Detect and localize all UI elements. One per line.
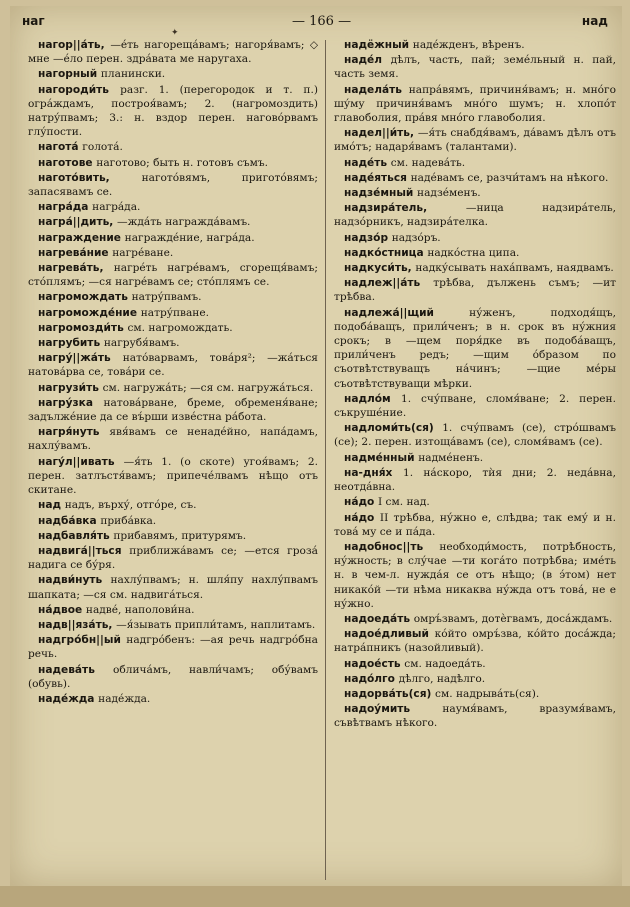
entry-headword: надёжный bbox=[344, 39, 413, 51]
entry-definition: —е́ть нагореща́вамъ; нагоря́вамъ; ◇ мне —е́ло перен. здра́вата ме наругаха. bbox=[28, 39, 318, 66]
entry-definition: —я́зывать припли́тамъ, наплитамъ. bbox=[116, 618, 316, 631]
entry-headword: нагромозди́ть bbox=[38, 321, 128, 334]
dictionary-entry bbox=[334, 38, 616, 52]
dictionary-entry bbox=[334, 657, 616, 671]
dictionary-entry bbox=[28, 514, 318, 528]
entry-definition: надгро́бенъ: —ая речь надгро́бна речь. bbox=[28, 634, 318, 661]
dictionary-entry bbox=[28, 246, 318, 260]
entry-definition: нато́варвамъ, това́ря²; —жа́ться натова́рва се, това́ри се. bbox=[28, 352, 318, 379]
right-column bbox=[334, 38, 616, 732]
entry-definition: ну́женъ, подходя́щъ, подоба́ващъ, прили́ченъ; в н. срок въ ну́жния срокъ; в —щем поря́дке въ подоба́ващъ, прили́ченъ редъ; —щим о́бразом по съотвѣтствуващъ на́чинъ; —щие ме́ры съотвѣтствуващи мѣрки. bbox=[334, 306, 616, 390]
entry-definition: наде́жденъ, вѣренъ. bbox=[412, 39, 525, 51]
entry-definition: награ́да. bbox=[92, 201, 141, 214]
entry-headword: на́двое bbox=[38, 603, 86, 616]
entry-definition: II трѣбва, ну́жно е, слѣдва; так ему́ и н. това́ му се и па́да. bbox=[334, 511, 616, 538]
entry-definition: см. надева́ть. bbox=[390, 156, 466, 169]
entry-headword: нагру́||жа́ть bbox=[38, 352, 123, 365]
dictionary-entry bbox=[28, 67, 318, 81]
dictionary-entry bbox=[28, 663, 318, 691]
dictionary-entry bbox=[334, 466, 616, 494]
entry-definition: нагре́ть нагре́вамъ, сгорещя́вамъ; сто́плямъ; —ся нагре́вамъ се; сто́плямъ се. bbox=[28, 262, 318, 289]
entry-headword: нагрубить bbox=[38, 337, 104, 350]
entry-definition: см. надрыва́ть(ся). bbox=[435, 687, 540, 700]
entry-definition: напра́вямъ, причиня́вамъ; н. мно́го шу́му причиня́вамъ мно́го шумъ; н. хлопо́т главоболия, пра́вя мно́го главоболия. bbox=[334, 83, 616, 125]
page-number: — 166 — bbox=[292, 14, 352, 29]
entry-headword: нагря́нуть bbox=[38, 426, 110, 439]
entry-headword: надо́лго bbox=[344, 672, 399, 685]
dictionary-entry bbox=[28, 396, 318, 424]
entry-headword: надгро́бн||ый bbox=[38, 634, 127, 647]
dictionary-entry bbox=[334, 451, 616, 465]
entry-headword: надкуси́ть, bbox=[344, 262, 416, 275]
entry-definition: надку́сывать наха́пвамъ, наядвамъ. bbox=[415, 262, 614, 275]
dictionary-entry bbox=[28, 529, 318, 543]
entry-definition: I см. над. bbox=[378, 496, 430, 509]
dictionary-entry bbox=[28, 573, 318, 601]
entry-definition: нагре́ване. bbox=[112, 246, 174, 259]
dictionary-entry bbox=[28, 200, 318, 214]
dictionary-entry bbox=[28, 38, 318, 66]
dictionary-entry bbox=[28, 692, 318, 706]
entry-definition: надзо́ръ. bbox=[391, 231, 441, 244]
dictionary-entry bbox=[334, 156, 616, 170]
entry-headword: нагрева́ть, bbox=[38, 262, 114, 275]
dictionary-entry bbox=[28, 425, 318, 453]
entry-definition: 1. на́скоро, тѝя дни; 2. неда́вна, неотда́вна. bbox=[334, 466, 616, 494]
ink-mark-icon: ✦ bbox=[171, 28, 179, 38]
entry-headword: наде́яться bbox=[344, 171, 411, 184]
entry-definition: дѣлго, надѣлго. bbox=[398, 672, 486, 685]
entry-definition: необходи́мость, потрѣбность, ну́жность; в слу́чае —ти кога́то потрѣбва; име́ть н. в чем-л. нужда́я се отъ нѣщо; (в э́том) нет никако́й —ти нѣма никаква ну́жда отъ това́, не е ну́жно. bbox=[334, 540, 616, 610]
dictionary-entry bbox=[334, 687, 616, 701]
entry-headword: надела́ть bbox=[344, 83, 409, 96]
entry-headword: надое́дливый bbox=[344, 628, 435, 641]
dictionary-entry bbox=[28, 603, 318, 617]
dictionary-entry bbox=[334, 231, 616, 245]
entry-headword: надко́стница bbox=[344, 246, 428, 259]
page-edge bbox=[0, 886, 630, 907]
entry-definition: облича́мъ, навли́чамъ; обу́вамъ (обувь). bbox=[28, 663, 319, 690]
header-right-guide-word: над bbox=[581, 14, 608, 28]
entry-definition: омръ́звамъ, дотѐгвамъ, доса́ждамъ. bbox=[413, 612, 613, 625]
dictionary-entry bbox=[334, 627, 616, 655]
entry-headword: нагрузи́ть bbox=[38, 381, 103, 394]
entry-definition: наумя́вамъ, вразумя́вамъ, съвѣтвамъ нѣкого. bbox=[334, 703, 616, 730]
entry-definition: натру́пвамъ. bbox=[131, 291, 202, 304]
entry-headword: надоеда́ть bbox=[344, 612, 414, 625]
entry-headword: награ́||дить, bbox=[38, 216, 118, 229]
entry-headword: надзира́тель, bbox=[344, 202, 466, 215]
entry-definition: 1. счу́пване, сломя́ване; 2. перен. съкруше́ние. bbox=[334, 392, 616, 420]
entry-definition: наде́жда. bbox=[98, 692, 151, 705]
dictionary-entry bbox=[334, 421, 616, 449]
entry-definition: трѣбва, дължень съмъ; —ит трѣбва. bbox=[334, 277, 616, 304]
dictionary-entry bbox=[334, 702, 616, 730]
entry-headword: надломи́ть(ся) bbox=[344, 422, 443, 435]
dictionary-entry bbox=[28, 306, 318, 320]
dictionary-entry bbox=[334, 201, 616, 229]
dictionary-entry bbox=[334, 276, 616, 304]
dictionary-entry bbox=[28, 231, 318, 245]
entry-definition: нахлу́пвамъ; н. шля́пу нахлу́пвамъ шапката; —ся см. надвига́ться. bbox=[28, 574, 318, 601]
entry-definition: награжде́ние, награ́да. bbox=[124, 231, 255, 244]
dictionary-entry bbox=[334, 612, 616, 626]
entry-definition: надме́ненъ. bbox=[418, 451, 484, 464]
dictionary-entry bbox=[334, 672, 616, 686]
dictionary-entry bbox=[28, 544, 318, 572]
entry-headword: нагорный bbox=[38, 68, 101, 81]
dictionary-entry bbox=[28, 290, 318, 304]
dictionary-entry bbox=[28, 618, 318, 632]
left-column bbox=[28, 38, 318, 707]
entry-definition: см. нагромождать. bbox=[127, 321, 233, 334]
entry-headword: надзе́мный bbox=[344, 187, 418, 200]
dictionary-entry bbox=[28, 83, 318, 140]
entry-headword: надел||и́ть, bbox=[344, 127, 418, 140]
entry-headword: надева́ть bbox=[38, 663, 113, 676]
dictionary-entry bbox=[334, 261, 616, 275]
column-divider bbox=[325, 40, 326, 880]
dictionary-entry bbox=[28, 336, 318, 350]
entry-definition: наде́вамъ се, разчи́тамъ на нѣкого. bbox=[410, 171, 609, 184]
entry-headword: нагор||а́ть, bbox=[38, 39, 111, 51]
entry-definition: надве́, наполови́на. bbox=[85, 603, 195, 616]
entry-definition: ко́йто омръ́зва, ко́йто доса́жда; натра́пникъ (назойливый). bbox=[334, 628, 616, 655]
entry-headword: нагороди́ть bbox=[38, 83, 121, 96]
dictionary-entry bbox=[334, 495, 616, 509]
entry-definition: приближа́вамъ се; —ется гроза́ надига се бу́ря. bbox=[28, 544, 318, 572]
entry-definition: —я́ть снабдя́вамъ, да́вамъ дѣлъ отъ имо́тъ; надаря́вамъ (талантами). bbox=[334, 127, 616, 154]
entry-definition: см. надоеда́ть. bbox=[404, 657, 486, 670]
entry-definition: разг. 1. (перегородок и т. п.) огра́ждамъ, построя́вамъ; 2. (нагромоздить) натру́пвамъ; 3.: н. вздор перен. нагово́рвамъ глу́пости. bbox=[28, 83, 318, 139]
entry-headword: нагромождать bbox=[38, 291, 132, 304]
dictionary-entry bbox=[28, 261, 318, 289]
entry-headword: нагото́вить, bbox=[38, 171, 142, 184]
dictionary-entry bbox=[28, 156, 318, 170]
entry-definition: приба́вка. bbox=[100, 514, 157, 527]
entry-headword: нагрева́ние bbox=[38, 246, 113, 259]
dictionary-entry bbox=[334, 171, 616, 185]
entry-headword: надлеж||а́ть bbox=[344, 277, 434, 290]
entry-definition: 1. счу́пвамъ (се), стро́швамъ (се); 2. перен. изтоща́вамъ (се), сломя́вамъ (се). bbox=[334, 422, 617, 449]
entry-definition: —я́ть 1. (о скоте) угоя́вамъ; 2. перен. затлъстя́вамъ; припече́лвамъ нѣщо отъ скитане. bbox=[28, 455, 318, 497]
dictionary-entry bbox=[334, 186, 616, 200]
entry-definition: натова́рване, бреме, обременя́ване; задълже́ние да се въ́рши изве́стна ра́бота. bbox=[28, 396, 318, 424]
entry-definition: надзе́менъ. bbox=[417, 187, 481, 200]
dictionary-entry bbox=[334, 392, 616, 420]
entry-headword: награ́да bbox=[38, 201, 93, 214]
header-left-guide-word: наг bbox=[22, 14, 45, 28]
dictionary-entry bbox=[334, 306, 616, 391]
entry-definition: планински. bbox=[100, 68, 166, 81]
dictionary-entry bbox=[28, 321, 318, 335]
entry-headword: нагота́ bbox=[38, 141, 83, 154]
dictionary-entry bbox=[334, 83, 616, 126]
entry-headword: на-дня́х bbox=[344, 466, 403, 479]
entry-headword: нагу́л||ивать bbox=[38, 455, 124, 468]
entry-headword: на́до bbox=[344, 511, 380, 524]
entry-definition: —ница надзира́тель, надзо́рникъ, надзира́телка. bbox=[334, 202, 616, 229]
entry-headword: нагру́зка bbox=[38, 396, 104, 409]
entry-definition: нагрубя́вамъ. bbox=[103, 337, 180, 350]
entry-definition: голота́. bbox=[82, 141, 123, 154]
entry-headword: надое́сть bbox=[344, 657, 405, 670]
page-header bbox=[22, 14, 608, 34]
entry-headword: награждение bbox=[38, 231, 125, 244]
entry-headword: надлежа́||щий bbox=[344, 306, 470, 319]
entry-headword: надорва́ть(ся) bbox=[344, 687, 436, 700]
dictionary-entry bbox=[28, 498, 318, 512]
entry-definition: надъ, върху́, отго́ре, съ. bbox=[64, 499, 197, 512]
entry-headword: над bbox=[38, 499, 65, 512]
entry-headword: надме́нный bbox=[344, 451, 419, 464]
entry-headword: наде́жда bbox=[38, 692, 99, 705]
entry-definition: надко́стна ципа. bbox=[427, 246, 520, 259]
entry-headword: на́до bbox=[344, 496, 378, 509]
entry-definition: прибавямъ, притурямъ. bbox=[113, 529, 247, 542]
entry-headword: надв||яза́ть, bbox=[38, 618, 117, 631]
entry-definition: —жда́ть награжда́вамъ. bbox=[117, 216, 251, 229]
dictionary-entry bbox=[28, 171, 318, 199]
entry-headword: надви́нуть bbox=[38, 574, 111, 587]
dictionary-entry bbox=[334, 511, 616, 539]
dictionary-entry bbox=[28, 455, 318, 498]
dictionary-entry bbox=[334, 246, 616, 260]
dictionary-entry bbox=[334, 53, 616, 81]
entry-definition: явя́вамъ се ненаде́йно, напа́дамъ, нахлу́вамъ. bbox=[28, 426, 319, 453]
entry-definition: нагото́вямъ, пригото́вямъ; запасявамъ се. bbox=[28, 171, 318, 199]
entry-headword: надло́м bbox=[344, 392, 401, 405]
entry-headword: наде́л bbox=[344, 54, 391, 67]
entry-headword: нагроможде́ние bbox=[38, 306, 141, 319]
dictionary-entry bbox=[334, 126, 616, 154]
entry-definition: дѣлъ, часть, пай; земе́льный н. пай, часть земя. bbox=[334, 54, 617, 81]
entry-definition: наготово; быть н. готовъ съмъ. bbox=[96, 156, 268, 169]
entry-headword: надобнос||ть bbox=[344, 540, 440, 553]
dictionary-entry bbox=[334, 540, 616, 611]
entry-headword: надба́вка bbox=[38, 514, 101, 527]
entry-headword: надвига́||ться bbox=[38, 544, 130, 557]
dictionary-entry bbox=[28, 140, 318, 154]
entry-definition: см. нагружа́ть; —ся см. нагружа́ться. bbox=[102, 381, 314, 394]
dictionary-entry bbox=[28, 381, 318, 395]
entry-headword: надзо́р bbox=[344, 231, 392, 244]
entry-definition: натру́пване. bbox=[140, 306, 209, 319]
entry-headword: надбавля́ть bbox=[38, 529, 114, 542]
dictionary-entry bbox=[28, 215, 318, 229]
entry-headword: надоу́мить bbox=[344, 703, 443, 716]
entry-headword: наде́ть bbox=[344, 156, 391, 169]
entry-headword: наготове bbox=[38, 156, 97, 169]
dictionary-entry bbox=[28, 351, 318, 379]
dictionary-entry bbox=[28, 633, 318, 661]
